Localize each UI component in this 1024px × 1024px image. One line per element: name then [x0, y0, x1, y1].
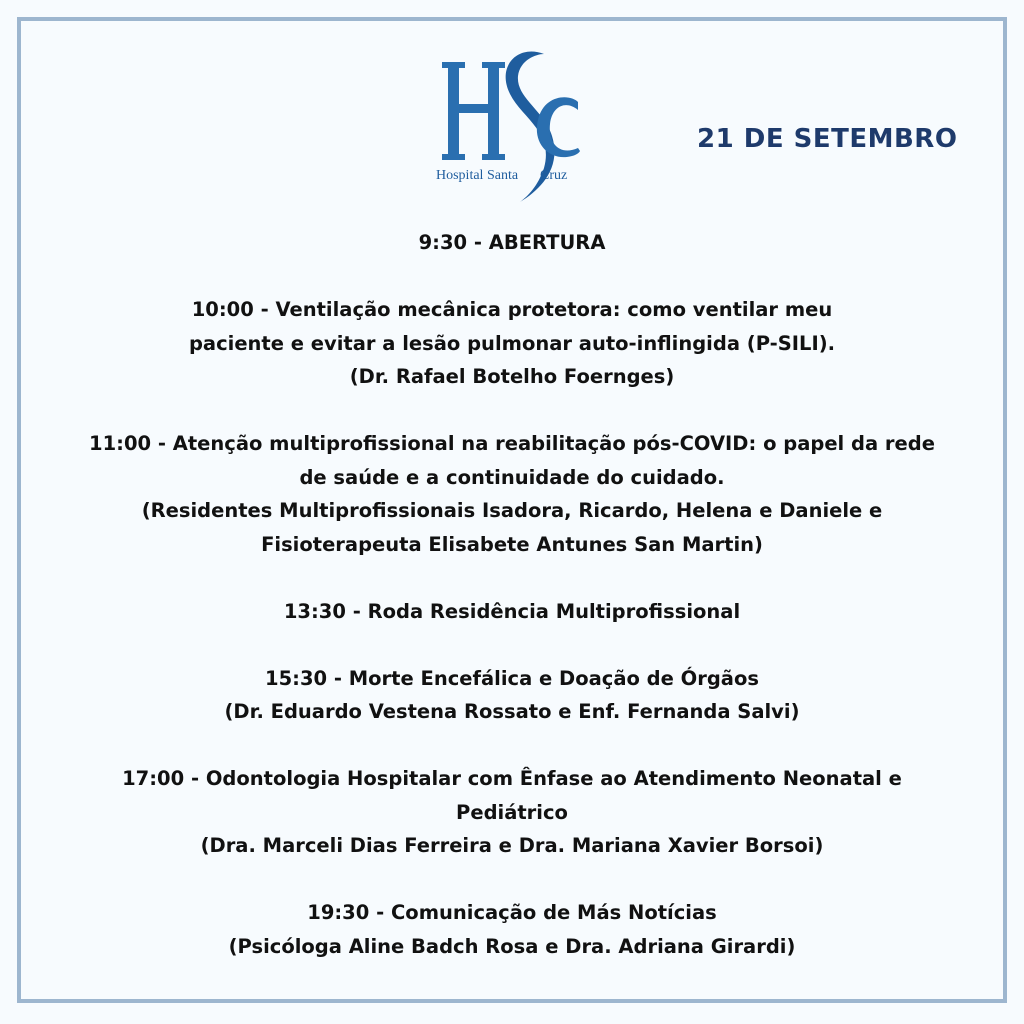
- schedule-line: (Residentes Multiprofissionais Isadora, Ricardo, Helena e Daniele e: [141, 499, 883, 522]
- schedule-line: 11:00 - Atenção multiprofissional na reabilitação pós-COVID: o papel da rede: [89, 432, 935, 455]
- schedule-line: Fisioterapeuta Elisabete Antunes San Martin): [261, 532, 763, 556]
- schedule-line: 13:30 - Roda Residência Multiprofissional: [283, 599, 741, 623]
- schedule-entry: [30, 427, 994, 561]
- schedule-line: de saúde e a continuidade do cuidado.: [299, 465, 725, 489]
- hsc-logo-icon: [432, 40, 612, 210]
- schedule-entry: [30, 662, 994, 729]
- schedule-line: 15:30 - Morte Encefálica e Doação de Órgãos: [265, 666, 759, 690]
- schedule-line: 17:00 - Odontologia Hospitalar com Ênfase ao Atendimento Neonatal e: [122, 767, 902, 790]
- schedule-line: 9:30 - ABERTURA: [418, 231, 606, 254]
- schedule-line: (Dr. Eduardo Vestena Rossato e Enf. Fernanda Salvi): [224, 700, 800, 723]
- schedule-line: paciente e evitar a lesão pulmonar auto-inflingida (P-SILI).: [188, 331, 836, 355]
- schedule-line: (Dr. Rafael Botelho Foernges): [349, 365, 675, 388]
- schedule-list: [30, 226, 994, 963]
- schedule-line: (Psicóloga Aline Badch Rosa e Dra. Adriana Girardi): [228, 934, 796, 958]
- event-date: 21 DE SETEMBRO: [697, 124, 958, 154]
- schedule-line: 19:30 - Comunicação de Más Notícias: [307, 901, 717, 924]
- schedule-entry: [30, 226, 994, 260]
- schedule-entry: [30, 293, 994, 394]
- logo-caption-left: Hospital Santa: [436, 168, 519, 183]
- hospital-logo: [432, 40, 612, 210]
- schedule-entry: [30, 896, 994, 963]
- schedule-line: Pediátrico: [456, 800, 568, 824]
- schedule-entry: [30, 762, 994, 863]
- schedule-line: (Dra. Marceli Dias Ferreira e Dra. Mariana Xavier Borsoi): [200, 834, 824, 857]
- schedule-line: 10:00 - Ventilação mecânica protetora: como ventilar meu: [191, 298, 833, 321]
- logo-caption-right: Cruz: [540, 168, 568, 183]
- schedule-entry: [30, 595, 994, 629]
